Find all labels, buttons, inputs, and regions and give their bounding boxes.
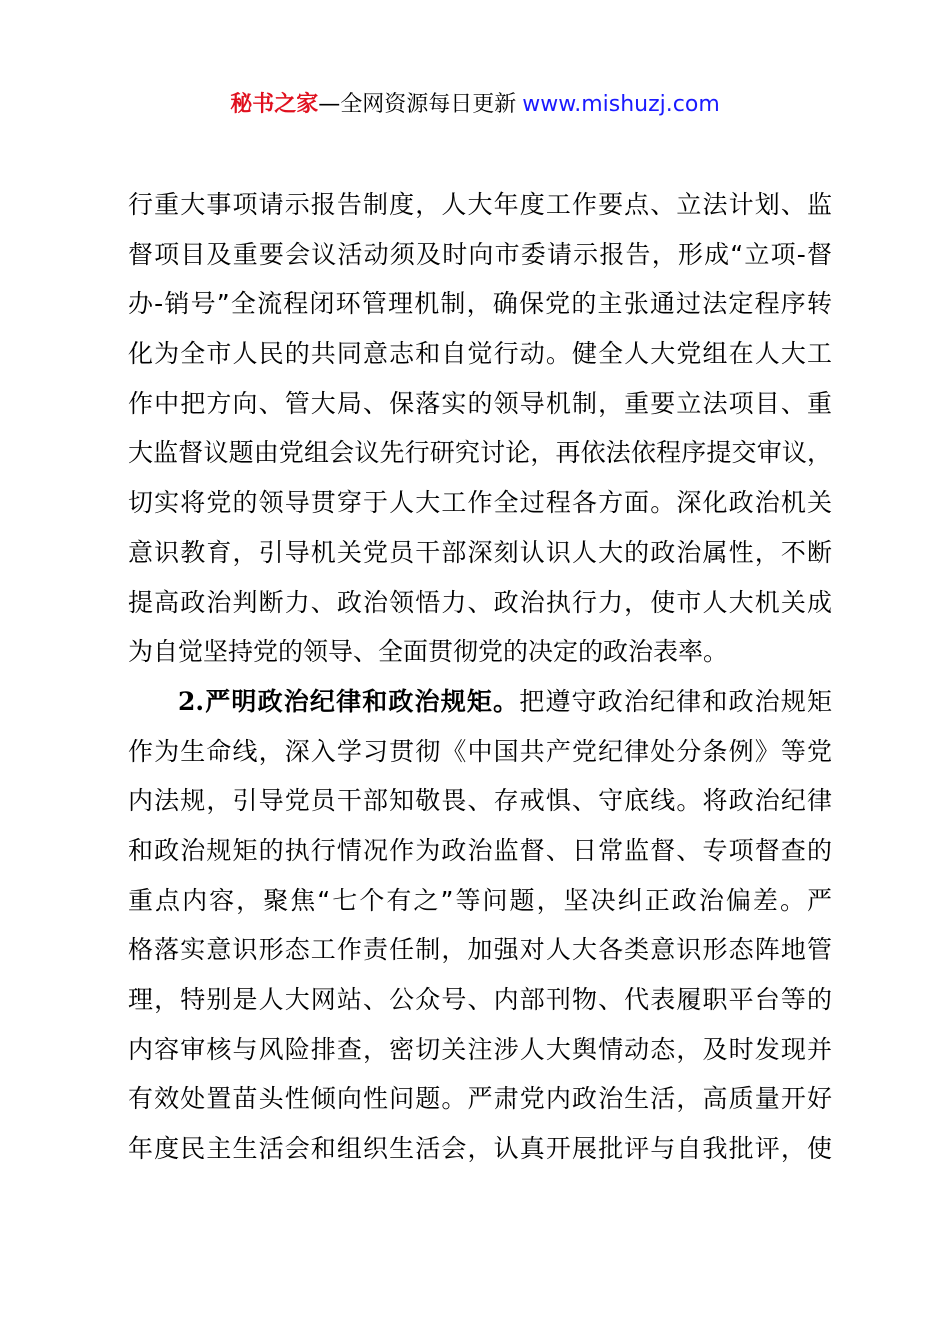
text-line: 为自觉坚持党的领导、全面贯彻党的决定的政治表率。 bbox=[128, 637, 729, 667]
text-line: 提高政治判断力、政治领悟力、政治执行力，使市人大机关成 bbox=[128, 587, 832, 617]
text-line: 切实将党的领导贯穿于人大工作全过程各方面。深化政治机关 bbox=[128, 488, 832, 518]
section-heading: 严明政治纪律和政治规矩。 bbox=[204, 686, 520, 716]
text-line: 作为生命线，深入学习贯彻《中国共产党纪律处分条例》等党 bbox=[128, 736, 832, 766]
section-number: 2. bbox=[178, 686, 205, 716]
text-line: 和政治规矩的执行情况作为政治监督、日常监督、专项督查的 bbox=[128, 835, 832, 865]
text-line: 大监督议题由党组会议先行研究讨论，再依法依程序提交审议， bbox=[128, 438, 832, 468]
text-line: 办-销号”全流程闭环管理机制，确保党的主张通过法定程序转 bbox=[128, 289, 832, 319]
text-line: 有效处置苗头性倾向性问题。严肃党内政治生活，高质量开好 bbox=[128, 1084, 832, 1114]
text-line: 年度民主生活会和组织生活会，认真开展批评与自我批评，使 bbox=[128, 1134, 832, 1164]
text-line: 督项目及重要会议活动须及时向市委请示报告，形成“立项-督 bbox=[128, 239, 832, 269]
text-line: 行重大事项请示报告制度，人大年度工作要点、立法计划、监 bbox=[128, 190, 832, 219]
page-header bbox=[0, 88, 950, 122]
site-url-link[interactable]: www.mishuzj.com bbox=[522, 92, 720, 117]
heading-line-text: 把遵守政治纪律和政治规矩 bbox=[519, 686, 832, 716]
brand-name: 秘书之家 bbox=[230, 92, 319, 117]
paragraph-1 bbox=[128, 180, 832, 677]
document-body bbox=[128, 180, 832, 1174]
text-line: 内法规，引导党员干部知敬畏、存戒惧、守底线。将政治纪律 bbox=[128, 786, 832, 816]
text-line: 重点内容，聚焦“七个有之”等问题，坚决纠正政治偏差。严 bbox=[128, 885, 832, 915]
text-line: 内容审核与风险排查，密切关注涉人大舆情动态，及时发现并 bbox=[128, 1034, 832, 1064]
text-line: 意识教育，引导机关党员干部深刻认识人大的政治属性，不断 bbox=[128, 537, 832, 567]
text-line: 化为全市人民的共同意志和自觉行动。健全人大党组在人大工 bbox=[128, 339, 832, 369]
text-line: 作中把方向、管大局、保落实的领导机制，重要立法项目、重 bbox=[128, 388, 832, 418]
paragraph-2 bbox=[128, 677, 832, 1174]
header-slogan: —全网资源每日更新 bbox=[318, 92, 517, 117]
section-heading-line bbox=[128, 677, 832, 727]
text-line: 理，特别是人大网站、公众号、内部刊物、代表履职平台等的 bbox=[128, 985, 832, 1014]
text-line: 格落实意识形态工作责任制，加强对人大各类意识形态阵地管 bbox=[128, 935, 832, 965]
